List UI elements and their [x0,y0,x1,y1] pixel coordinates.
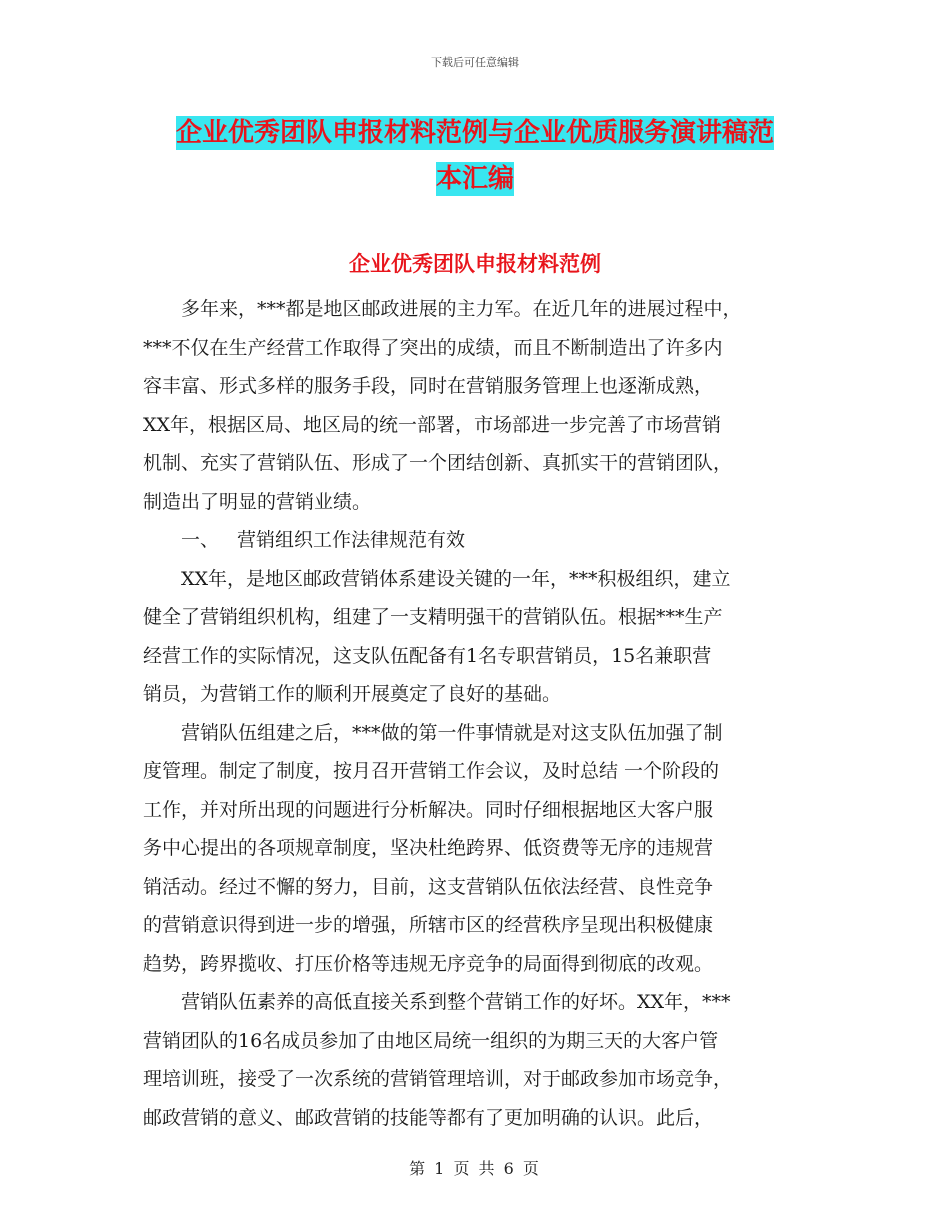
document-title-line-1: 企业优秀团队申报材料范例与企业优质服务演讲稿范 [175,118,774,148]
section-heading-1 [143,521,815,560]
paragraph-line: 营销团队的16名成员参加了由地区局统一组织的为期三天的大客户管 [143,1029,719,1052]
paragraph-line: XX年，根据区局、地区局的统一部署，市场部进一步完善了市场营销 [143,413,722,436]
paragraph-line: 理培训班，接受了一次系统的营销管理培训，对于邮政参加市场竞争， [143,1068,733,1090]
document-title [140,110,810,202]
page-header-note: 下载后可任意编辑 [431,56,519,69]
paragraph-line: 度管理。制定了制度，按月召开营销工作会议，及时总结 一个阶段的 [143,760,720,782]
paragraph-line: 务中心提出的各项规章制度，坚决杜绝跨界、低资费等无序的违规营 [143,837,714,859]
paragraph-line: 制造出了明显的营销业绩。 [143,490,372,513]
paragraph-line: 工作，并对所出现的问题进行分析解决。同时仔细根据地区大客户服 [143,798,714,821]
paragraph-line: 容丰富、形式多样的服务手段，同时在营销服务管理上也逐渐成熟， [143,375,714,397]
paragraph-line: 营销队伍组建之后，***做的第一件事情就是对这支队伍加强了制 [181,721,723,744]
paragraph-line: 经营工作的实际情况，这支队伍配备有1名专职营销员，15名兼职营 [143,644,712,667]
paragraph-line: 邮政营销的意义、邮政营销的技能等都有了更加明确的认识。此后， [143,1106,714,1129]
paragraph-line: 销员，为营销工作的顺利开展奠定了良好的基础。 [143,683,562,705]
paragraph-line: 趋势，跨界揽收、打压价格等违规无序竞争的局面得到彻底的改观。 [143,952,714,975]
paragraph-line: 营销队伍素养的高低直接关系到整个营销工作的好坏。XX年，*** [181,991,731,1013]
heading-number: 一、 [181,529,220,551]
paragraph-line: 销活动。经过不懈的努力，目前，这支营销队伍依法经营、良性竞争 [143,875,714,898]
page-number-footer: 第 1 页 共 6 页 [409,1159,541,1178]
heading-text: 营销组织工作法律规范有效 [237,529,466,551]
document-title-line-2: 本汇编 [435,164,514,194]
paragraph-line: 机制、充实了营销队伍、形成了一个团结创新、真抓实干的营销团队， [143,452,733,474]
section-title: 企业优秀团队申报材料范例 [349,252,601,276]
paragraph-line: 的营销意识得到进一步的增强，所辖市区的经营秩序呈现出积极健康 [143,914,714,936]
paragraph-line: 健全了营销组织机构，组建了一支精明强干的营销队伍。根据***生产 [143,606,723,628]
paragraph-line: 多年来，***都是地区邮政进展的主力军。在近几年的进展过程中， [181,298,742,320]
paragraph-line: XX年，是地区邮政营销体系建设关键的一年，***积极组织，建立 [181,567,731,590]
paragraph-line: ***不仅在生产经营工作取得了突出的成绩，而且不断制造出了许多内 [143,336,723,359]
document-body [143,290,815,1137]
